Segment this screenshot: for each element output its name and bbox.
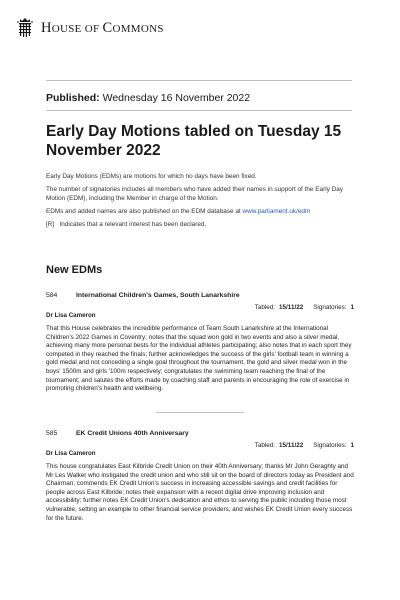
page-title: Early Day Motions tabled on Tuesday 15 November 2022 <box>46 123 342 159</box>
motion-number: 585 <box>46 430 58 437</box>
house-of-commons-wordmark: HOUSE OF COMMONS <box>41 19 164 36</box>
signatories-count: 1 <box>350 442 354 449</box>
motion-number: 584 <box>46 292 58 299</box>
motion-tabled-info: Tabled: 15/11/22 Signatories: 1 <box>254 304 354 311</box>
edm-database-link[interactable]: www.parliament.uk/edm <box>242 208 311 215</box>
site-header <box>17 17 164 39</box>
signatories-count: 1 <box>350 304 354 311</box>
motion-header <box>46 292 354 299</box>
portcullis-icon <box>17 17 33 39</box>
published-rule <box>46 110 352 111</box>
tabled-date: 15/11/22 <box>279 304 304 311</box>
motion-tabled-info: Tabled: 15/11/22 Signatories: 1 <box>254 442 354 449</box>
top-rule <box>46 80 352 81</box>
intro-paragraph: EDMs and added names are also published on the EDM database at www.parliament.uk/edm <box>46 208 311 215</box>
motion-584 <box>46 292 354 394</box>
intro-text <box>46 172 356 233</box>
section-heading: New EDMs <box>46 264 103 276</box>
motion-member: Dr Lisa Cameron <box>46 312 96 319</box>
motion-header <box>46 430 354 437</box>
intro-paragraph: The number of signatories includes all members who have added their names in support of the Early Day Motion (EDM), including the Member in charge of the Motion. <box>46 186 343 202</box>
motion-text: That this House celebrates the incredible performance of Team South Lanarkshire at the International Children's 2022 Games in Coventry; notes that the squad won gold in two events and also a silver medal, achieving many more personal bests for the individual athletes participating; also notes that in each sport they competed in they reached the finals; further acknowledges the success of the girls' football team in winning a gold medal and not conceding a single goal throughout the tournament, the gold and silver medal won in the boys' 1500m and girls '100m respectively; congratulates the swimming team reaching the final of the tournament; and salutes the efforts made by coaching staff and parents in encouraging the role of exercise in promoting children's health and wellbeing. <box>46 325 352 393</box>
motion-divider <box>156 412 244 413</box>
motion-title: EK Credit Unions 40th Anniversary <box>76 430 189 437</box>
intro-paragraph: Early Day Motions (EDMs) are motions for which no days have been fixed. <box>46 173 257 180</box>
motion-member: Dr Lisa Cameron <box>46 450 96 457</box>
tabled-date: 15/11/22 <box>279 442 304 449</box>
published-line <box>46 92 250 104</box>
motion-title: International Children's Games, South Lanarkshire <box>76 292 240 299</box>
intro-paragraph: [R] Indicates that a relevant interest has been declared. <box>46 221 207 228</box>
motion-text: This house congratulates East Kilbride Credit Union on their 40th Anniversary; thanks Mr John Geraghty and Mr Les Walker who instigated the credit union and who still sit on the board of directors today as President and Chairman; commends EK Credit Union's success in increasing accessible savings and credit facilities for people across East Kilbride; notes their expansion with a recent digital drive improving inclusion and accessibility; further notes EK Credit Union's dedication and ethos to serving the public including those most vulnerable, setting an example to other financial service providers; and wishes EK Credit Union every success for the future. <box>46 463 354 522</box>
published-label: Published: <box>46 92 100 104</box>
published-date: Wednesday 16 November 2022 <box>102 92 251 104</box>
motion-585 <box>46 430 354 523</box>
